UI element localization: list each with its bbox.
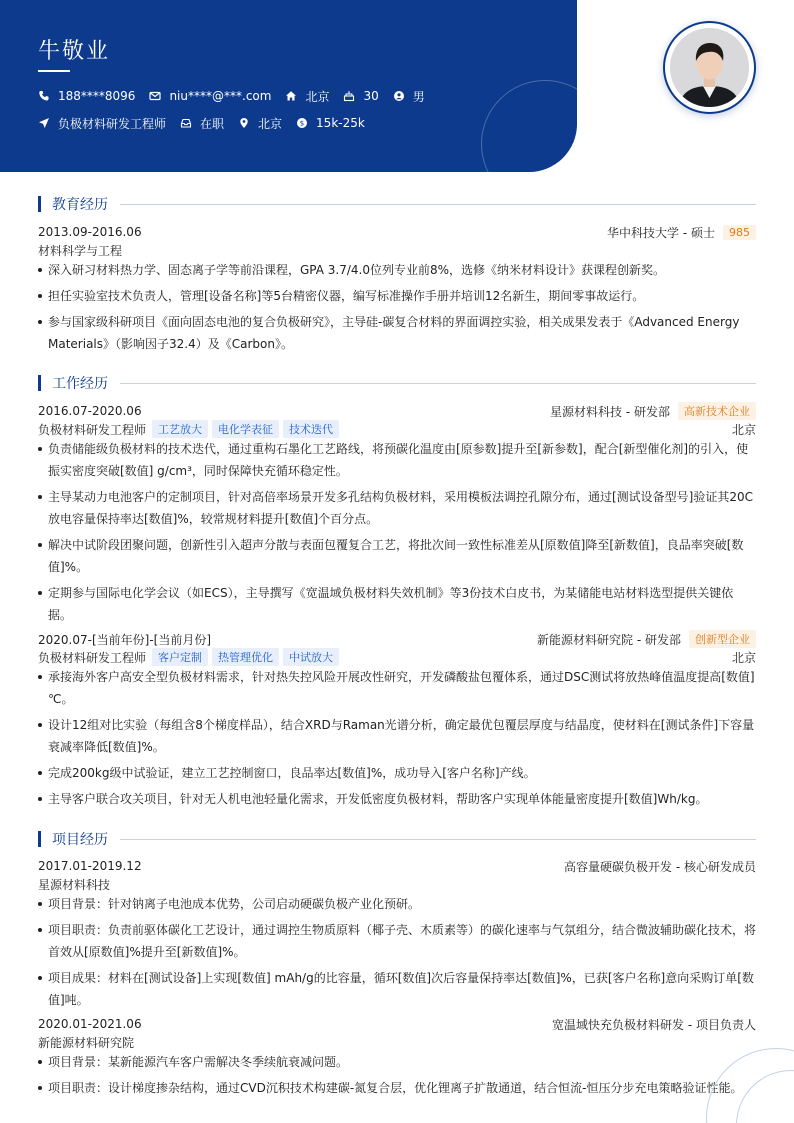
education-date: 2013.09-2016.06 xyxy=(38,225,142,239)
section-title-work: 工作经历 xyxy=(52,376,108,392)
salary-text: 15k-25k xyxy=(316,116,365,130)
project-org-row xyxy=(38,1033,756,1051)
work-location: 北京 xyxy=(731,422,756,437)
work-role-row xyxy=(38,420,756,438)
avatar-portrait xyxy=(670,28,749,107)
gender-item xyxy=(393,88,425,104)
job-intent-row xyxy=(38,115,379,131)
header-banner xyxy=(0,0,577,172)
list-item: 项目职责：设计梯度掺杂结构，通过CVD沉积技术构建碳-氮复合层，优化锂离子扩散通道，结合恒流-恒压分步充电策略验证性能。 xyxy=(38,1077,756,1099)
location-pin-icon xyxy=(238,117,250,129)
skill-tag: 工艺放大 xyxy=(152,420,208,438)
name-underline xyxy=(38,70,70,72)
section-education xyxy=(38,194,756,214)
target-city-text: 北京 xyxy=(258,116,283,131)
list-item: 完成200kg级中试验证，建立工艺控制窗口，良品率达[数值]%，成功导入[客户名称]产线。 xyxy=(38,762,756,784)
cake-icon xyxy=(343,90,355,102)
list-item: 主导某动力电池客户的定制项目，针对高倍率场景开发多孔结构负极材料，采用模板法调控孔隙分布，通过[测试设备型号]验证其20C放电容量保持率达[数值]%，较常规材料提升[数值]个百分点。 xyxy=(38,486,756,530)
city-text: 北京 xyxy=(305,89,330,104)
project-date: 2017.01-2019.12 xyxy=(38,859,142,873)
inbox-icon xyxy=(180,117,192,129)
section-work xyxy=(38,373,756,393)
school-tag: 985 xyxy=(723,225,756,240)
skill-tag: 电化学表征 xyxy=(212,420,279,438)
section-marker xyxy=(38,375,41,391)
person-icon xyxy=(393,90,405,102)
education-school: 华中科技大学 - 硕士 xyxy=(607,225,715,240)
list-item: 参与国家级科研项目《面向固态电池的复合负极研究》，主导硅-碳复合材料的界面调控实验，相关成果发表于《Advanced Energy Materials》（影响因子32.4）及《Carbon》。 xyxy=(38,311,756,355)
mail-icon xyxy=(149,90,161,102)
skill-tag: 客户定制 xyxy=(152,648,208,666)
education-major: 材料科学与工程 xyxy=(38,243,123,258)
skill-tag: 技术迭代 xyxy=(283,420,339,438)
list-item: 项目成果：材料在[测试设备]上实现[数值] mAh/g的比容量，循环[数值]次后容量保持率达[数值]%，已获[客户名称]意向采购订单[数值]吨。 xyxy=(38,967,756,1011)
email-text: niu****@***.com xyxy=(169,89,272,103)
home-icon xyxy=(285,90,297,102)
salary-item xyxy=(296,115,365,131)
age-item xyxy=(343,88,378,104)
list-item: 主导客户联合攻关项目，针对无人机电池轻量化需求，开发低密度负极材料，帮助客户实现单体能量密度提升[数值]Wh/kg。 xyxy=(38,788,756,810)
list-item: 担任实验室技术负责人，管理[设备名称]等5台精密仪器，编写标准操作手册并培训12名新生，期间零事故运行。 xyxy=(38,285,756,307)
send-icon xyxy=(38,117,50,129)
project-org: 星源材料科技 xyxy=(38,877,111,892)
target-city-item xyxy=(238,115,282,131)
work-date: 2020.07-[当前年份]-[当前月份] xyxy=(38,632,212,647)
gender-text: 男 xyxy=(412,89,425,104)
work-role: 负极材料研发工程师 xyxy=(38,650,147,665)
avatar-frame xyxy=(663,21,756,114)
project-name: 高容量硬碳负极开发 - 核心研发成员 xyxy=(564,859,756,874)
age-text: 30 xyxy=(363,89,379,103)
money-icon xyxy=(296,117,308,129)
list-item: 项目背景：针对钠离子电池成本优势，公司启动硬碳负极产业化预研。 xyxy=(38,893,756,915)
candidate-name: 牛敬业 xyxy=(38,39,111,64)
status-text: 在职 xyxy=(200,116,225,131)
list-item: 负责储能级负极材料的技术迭代，通过重构石墨化工艺路线，将预碳化温度由[原参数]提升至[新参数]，配合[新型催化剂]的引入，使振实密度突破[数值] g/cm³，同时保障快充循环稳定性。 xyxy=(38,438,756,482)
skill-tag: 热管理优化 xyxy=(212,648,279,666)
avatar xyxy=(670,28,749,107)
work-company: 星源材料科技 - 研发部 xyxy=(550,404,670,419)
phone-item xyxy=(38,88,135,104)
list-item: 解决中试阶段团聚问题，创新性引入超声分散与表面包覆复合工艺，将批次间一致性标准差从[原数值]降至[新数值]，良品率突破[数值]%。 xyxy=(38,534,756,578)
email-item xyxy=(149,88,271,104)
list-item: 定期参与国际电化学会议（如ECS），主导撰写《宽温域负极材料失效机制》等3份技术白皮书，为某储能电站材料选型提供关键依据。 xyxy=(38,582,756,626)
section-divider xyxy=(120,383,756,384)
target-role-item xyxy=(38,115,166,131)
section-title-projects: 项目经历 xyxy=(52,832,108,848)
list-item: 承接海外客户高安全型负极材料需求，针对热失控风险开展改性研究，开发磷酸盐包覆体系，通过DSC测试将放热峰值温度提高[数值]℃。 xyxy=(38,666,756,710)
svg-text:$: $ xyxy=(299,119,305,128)
contact-row xyxy=(38,88,439,104)
company-tag: 创新型企业 xyxy=(689,630,756,648)
list-item: 项目背景：某新能源汽车客户需解决冬季续航衰减问题。 xyxy=(38,1051,756,1073)
project-name: 宽温域快充负极材料研发 - 项目负责人 xyxy=(552,1017,756,1032)
section-title-education: 教育经历 xyxy=(52,197,108,213)
work-date: 2016.07-2020.06 xyxy=(38,404,142,418)
section-divider xyxy=(120,204,756,205)
work-header-row xyxy=(38,630,756,648)
decorative-ring xyxy=(481,80,577,172)
city-item xyxy=(285,88,329,104)
target-role-text: 负极材料研发工程师 xyxy=(58,116,167,131)
work-role-row xyxy=(38,648,756,666)
section-marker xyxy=(38,831,41,847)
project-header-row xyxy=(38,857,756,875)
phone-text: 188****8096 xyxy=(58,89,136,103)
section-marker xyxy=(38,196,41,212)
phone-icon xyxy=(38,90,50,102)
project-org-row xyxy=(38,875,756,893)
list-item: 项目职责：负责前驱体碳化工艺设计，通过调控生物质原料（椰子壳、木质素等）的碳化速率与气氛组分，结合微波辅助碳化技术，将首效从[原数值]%提升至[新数值]%。 xyxy=(38,919,756,963)
section-divider xyxy=(120,839,756,840)
list-item: 设计12组对比实验（每组含8个梯度样品），结合XRD与Raman光谱分析，确定最优包覆层厚度与结晶度，使材料在[测试条件]下容量衰减率降低[数值]%。 xyxy=(38,714,756,758)
work-header-row xyxy=(38,402,756,420)
project-date: 2020.01-2021.06 xyxy=(38,1017,142,1031)
work-company: 新能源材料研究院 - 研发部 xyxy=(537,632,681,647)
work-role: 负极材料研发工程师 xyxy=(38,422,147,437)
section-projects xyxy=(38,829,756,849)
education-header-row xyxy=(38,223,756,241)
status-item xyxy=(180,115,224,131)
project-header-row xyxy=(38,1015,756,1033)
skill-tag: 中试放大 xyxy=(283,648,339,666)
project-org: 新能源材料研究院 xyxy=(38,1035,135,1050)
work-location: 北京 xyxy=(731,650,756,665)
education-major-row xyxy=(38,241,756,259)
company-tag: 高新技术企业 xyxy=(678,402,756,420)
list-item: 深入研习材料热力学、固态离子学等前沿课程，GPA 3.7/4.0位列专业前8%，选修《纳米材料设计》获课程创新奖。 xyxy=(38,259,756,281)
